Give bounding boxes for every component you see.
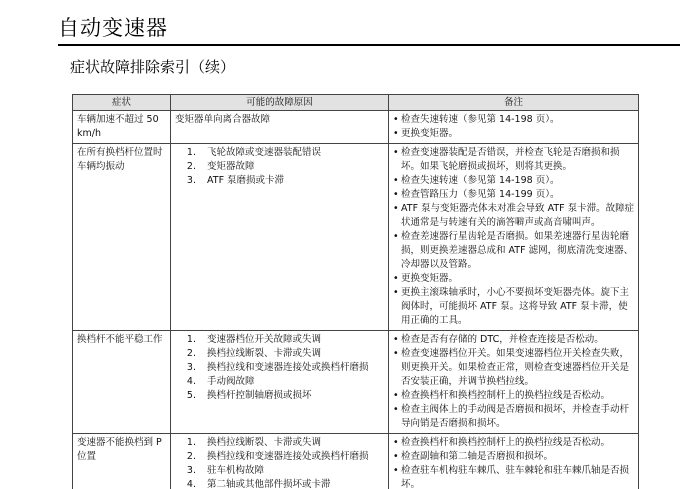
note-item: • 更换变矩器。 bbox=[393, 127, 635, 141]
table-row bbox=[73, 144, 639, 331]
notes-cell bbox=[389, 434, 639, 489]
table-row bbox=[73, 434, 639, 489]
header-possible-cause: 可能的故障原因 bbox=[171, 95, 389, 111]
note-item: • 检查失速转速（参见第 14-198 页）。 bbox=[393, 113, 635, 127]
note-item: • 检查管路压力（参见第 14-199 页）。 bbox=[393, 188, 635, 202]
notes-cell bbox=[389, 111, 639, 144]
cause-cell bbox=[171, 111, 389, 144]
cause-item: 4. 第二轴或其他部件损坏或卡滞 bbox=[199, 478, 385, 489]
symptom-troubleshooting-table bbox=[72, 94, 639, 489]
note-item: • 检查失速转速（参见第 14-198 页）。 bbox=[393, 174, 635, 188]
cause-item: 4. 手动阀故障 bbox=[199, 375, 385, 389]
note-item: • 检查换档杆和换档控制杆上的换档拉线是否松动。 bbox=[393, 389, 635, 403]
chapter-title: 自动变速器 bbox=[58, 16, 168, 40]
cause-item: 1. 换档拉线断裂、卡滞或失调 bbox=[199, 436, 385, 450]
cause-list bbox=[175, 333, 385, 403]
cause-list bbox=[175, 146, 385, 188]
cause-cell bbox=[171, 144, 389, 331]
symptom-cell: 换档杆不能平稳工作 bbox=[73, 331, 171, 434]
cause-item: 2. 换档拉线和变速器连接处或换档杆磨损 bbox=[199, 450, 385, 464]
notes-cell bbox=[389, 331, 639, 434]
notes-cell bbox=[389, 144, 639, 331]
header-notes: 备注 bbox=[389, 95, 639, 111]
notes-list bbox=[393, 436, 635, 489]
cause-item: 3. 驻车机构故障 bbox=[199, 464, 385, 478]
note-item: • 更换变矩器。 bbox=[393, 272, 635, 286]
note-item: • 检查是否有存储的 DTC，并检查连接是否松动。 bbox=[393, 333, 635, 347]
table-row bbox=[73, 111, 639, 144]
cause-item: 2. 变矩器故障 bbox=[199, 160, 385, 174]
cause-list bbox=[175, 436, 385, 489]
cause-text: 变矩器单向离合器故障 bbox=[175, 114, 271, 125]
note-item: • 检查驻车机构驻车棘爪、驻车棘轮和驻车棘爪轴是否损坏。 bbox=[393, 464, 635, 489]
symptom-cell: 变速器不能换档到 P 位置 bbox=[73, 434, 171, 489]
note-item: • 检查差速器行星齿轮是否磨损。如果差速器行星齿轮磨损，则更换差速器总成和 ATF 滤网，彻底清洗变速器、冷却器以及管路。 bbox=[393, 230, 635, 272]
cause-item: 3. ATF 泵磨损或卡滞 bbox=[199, 174, 385, 188]
cause-item: 5. 换档杆控制轴磨损或损坏 bbox=[199, 389, 385, 403]
cause-cell bbox=[171, 331, 389, 434]
note-item: • 更换主滚珠轴承时，小心不要损坏变矩器壳体。旋下主阀体时，可能损坏 ATF 泵。这将导致 ATF 泵卡滞，使用正确的工具。 bbox=[393, 286, 635, 328]
cause-item: 3. 换档拉线和变速器连接处或换档杆磨损 bbox=[199, 361, 385, 375]
symptom-cell: 车辆加速不超过 50 km/h bbox=[73, 111, 171, 144]
note-item: • 检查变速器档位开关。如果变速器档位开关检查失败，则更换开关。如果检查正常，则检查变速器档位开关是否安装正确，并调节换档拉线。 bbox=[393, 347, 635, 389]
table-body bbox=[73, 111, 639, 489]
cause-item: 1. 飞轮故障或变速器装配错误 bbox=[199, 146, 385, 160]
notes-list bbox=[393, 113, 635, 141]
table-header-row bbox=[73, 95, 639, 111]
chapter-divider bbox=[58, 44, 680, 46]
symptom-cell: 在所有换档杆位置时车辆均振动 bbox=[73, 144, 171, 331]
header-symptom: 症状 bbox=[73, 95, 171, 111]
cause-item: 2. 换档拉线断裂、卡滞或失调 bbox=[199, 347, 385, 361]
note-item: • 检查副轴和第二轴是否磨损和损坏。 bbox=[393, 450, 635, 464]
note-item: • 检查换档杆和换档控制杆上的换档拉线是否松动。 bbox=[393, 436, 635, 450]
table-row bbox=[73, 331, 639, 434]
note-item: • 检查主阀体上的手动阀是否磨损和损坏，并检查手动杆导向销是否磨损和损坏。 bbox=[393, 403, 635, 431]
note-item: • ATF 泵与变矩器壳体未对准会导致 ATF 泵卡滞。故障症状通常是与转速有关的滴答噼声或高音啸叫声。 bbox=[393, 202, 635, 230]
section-title: 症状故障排除索引（续） bbox=[70, 58, 236, 76]
notes-list bbox=[393, 333, 635, 431]
notes-list bbox=[393, 146, 635, 328]
cause-cell bbox=[171, 434, 389, 489]
note-item: • 检查变速器装配是否错误，并检查飞轮是否磨损和损坏。如果飞轮磨损或损坏，则将其更换。 bbox=[393, 146, 635, 174]
cause-item: 1. 变速器档位开关故障或失调 bbox=[199, 333, 385, 347]
